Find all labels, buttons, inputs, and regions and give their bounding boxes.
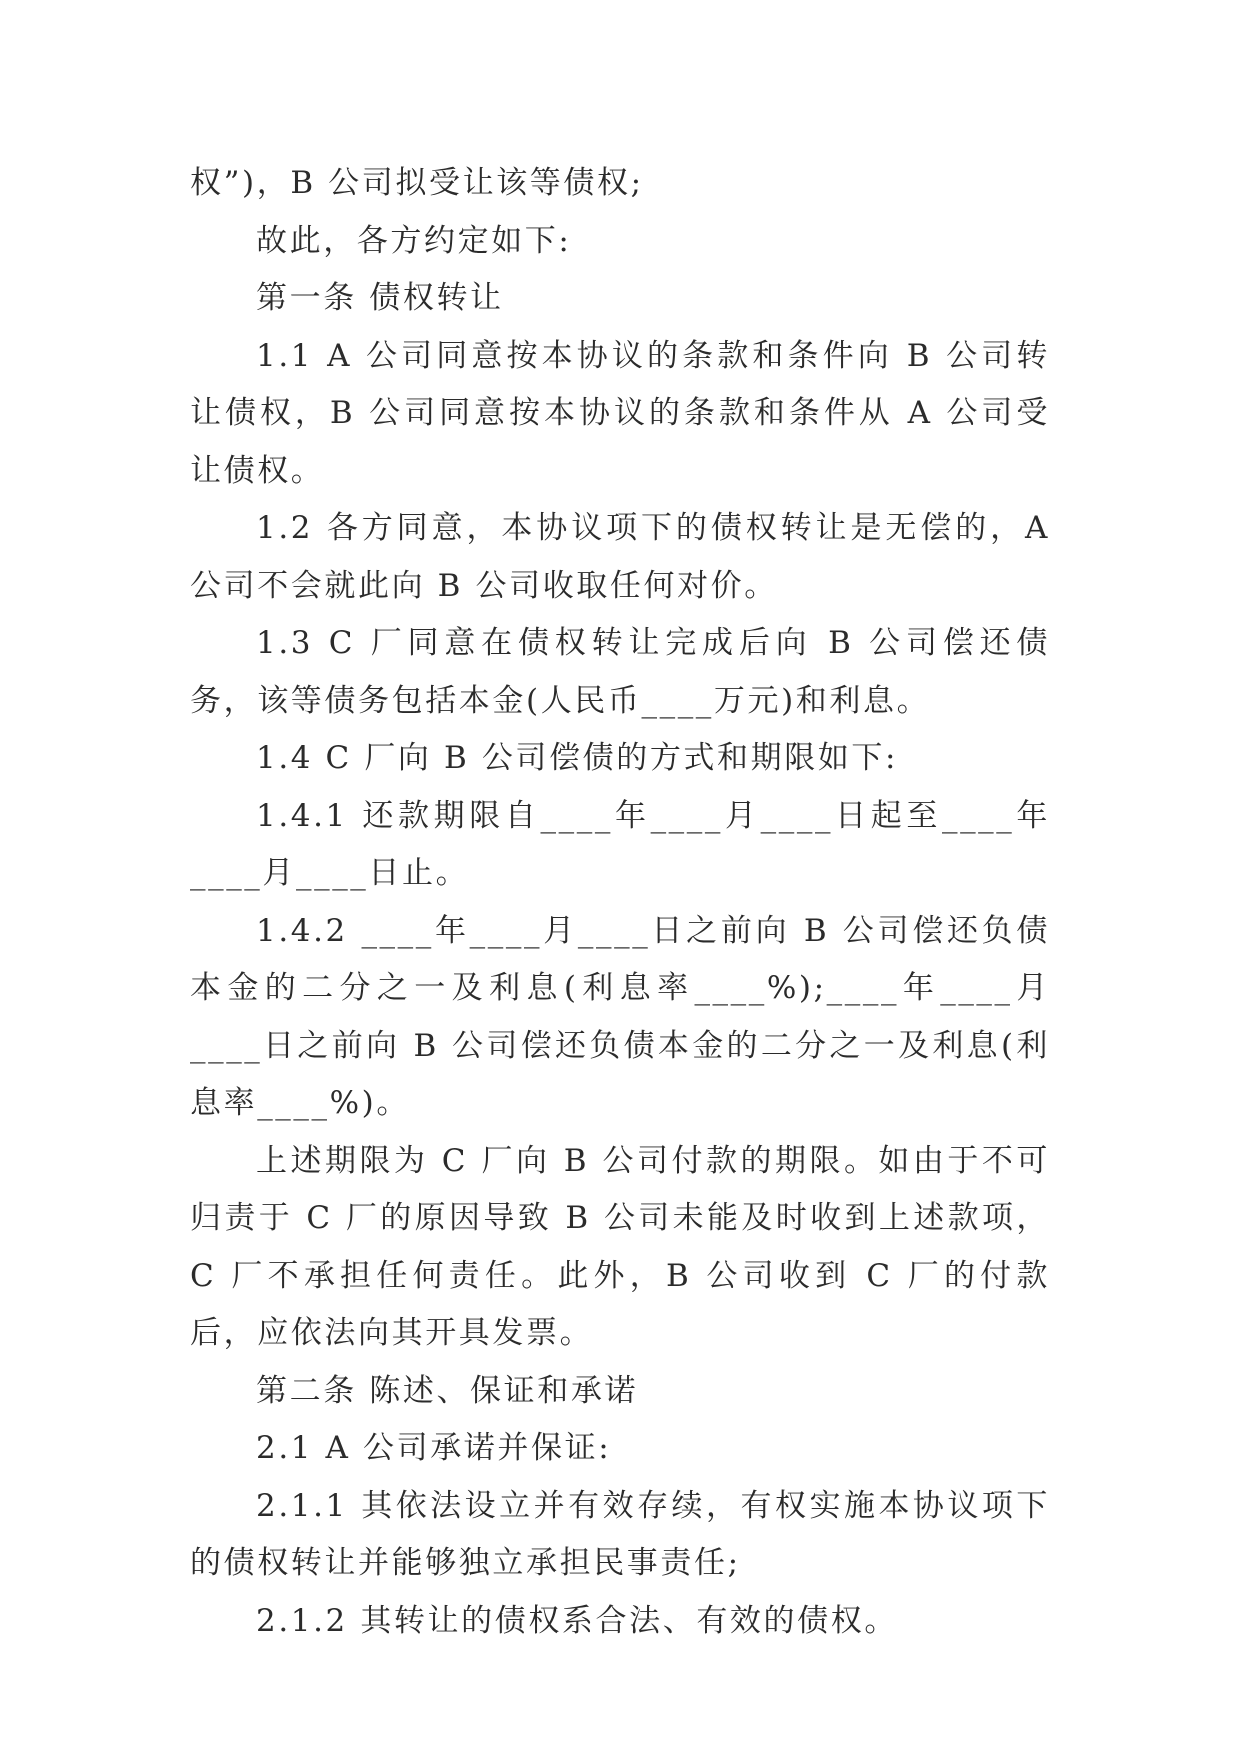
section-heading: 第一条 债权转让 <box>256 280 504 316</box>
paragraph: 1.4.2 ____年____月____日之前向 B 公司偿还负债本金的二分之一及利息(利息率____%);____年____月____日之前向 B 公司偿还负债本金的二分之一及利息(利息率____%)。 <box>190 912 1050 1121</box>
paragraph: 1.2 各方同意，本协议项下的债权转让是无偿的，A 公司不会就此向 B 公司收取任何对价。 <box>190 510 1050 604</box>
paragraph: 2.1.1 其依法设立并有效存续，有权实施本协议项下的债权转让并能够独立承担民事责任; <box>190 1487 1050 1581</box>
paragraph: 1.3 C 厂同意在债权转让完成后向 B 公司偿还债务，该等债务包括本金(人民币____万元)和利息。 <box>190 625 1050 719</box>
paragraph: 2.1.2 其转让的债权系合法、有效的债权。 <box>256 1602 898 1639</box>
paragraph: 2.1 A 公司承诺并保证: <box>256 1430 612 1466</box>
document-body <box>190 155 1050 1650</box>
section-heading: 第二条 陈述、保证和承诺 <box>256 1372 639 1409</box>
paragraph: 1.4.1 还款期限自____年____月____日起至____年____月____日止。 <box>190 797 1050 891</box>
paragraph: 上述期限为 C 厂向 B 公司付款的期限。如由于不可归责于 C 厂的原因导致 B 公司未能及时收到上述款项，C 厂不承担任何责任。此外，B 公司收到 C 厂的付款后，应依法向其开具发票。 <box>190 1142 1050 1351</box>
paragraph: 1.1 A 公司同意按本协议的条款和条件向 B 公司转让债权，B 公司同意按本协议的条款和条件从 A 公司受让债权。 <box>190 337 1050 489</box>
paragraph: 1.4 C 厂向 B 公司偿债的方式和期限如下: <box>256 740 899 776</box>
paragraph: 权”)，B 公司拟受让该等债权; <box>190 165 644 201</box>
paragraph: 故此，各方约定如下: <box>256 222 572 259</box>
